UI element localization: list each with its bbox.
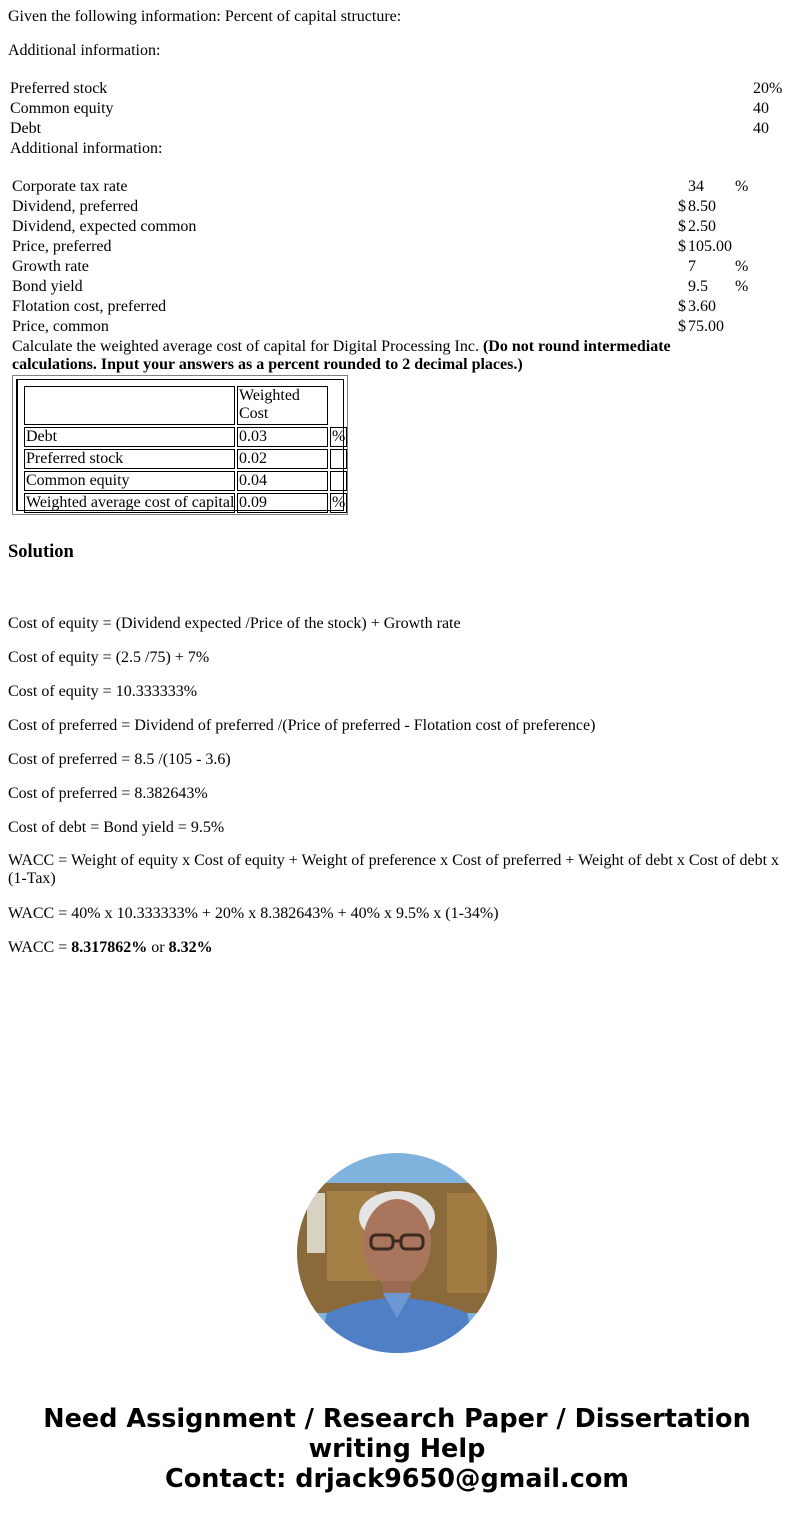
row-label-common: Common equity [24,471,235,491]
cs-value: 20% [753,80,783,97]
cs-label: Preferred stock [10,80,108,97]
solution-line: Cost of equity = 10.333333% [8,683,198,700]
ai-label: Growth rate [12,258,89,275]
cs-label: Common equity [10,100,114,117]
unit-cell: % [332,494,346,511]
banner-line: writing Help [308,1434,486,1464]
input-common-weighted-cost[interactable]: 0.04 [237,471,328,491]
ai-unit: % [735,258,749,275]
answer-table-frame [16,379,344,511]
input-debt-weighted-cost[interactable]: 0.03 [237,427,328,447]
ai-label: Price, common [12,318,109,335]
row-label-wacc: Weighted average cost of capital [26,494,235,511]
ai-currency: $ [678,198,686,215]
header-empty-cell [24,386,235,425]
banner-contact: Contact: drjack9650@gmail.com [165,1464,629,1494]
ai-value: 2.50 [688,218,716,235]
unit-cell [330,471,347,491]
ai-label: Flotation cost, preferred [12,298,167,315]
ai-value: 75.00 [688,318,724,335]
row-label-preferred: Preferred stock [24,449,235,469]
ai-value: 34 [688,178,704,195]
ai-label: Bond yield [12,278,83,295]
final-value-rounded: 8.32% [168,939,213,956]
avatar-illustration [297,1153,497,1353]
ai-currency: $ [678,298,686,315]
cs-label: Debt [10,120,42,137]
solution-line: Cost of equity = (2.5 /75) + 7% [8,649,210,666]
answer-table [12,375,348,515]
cs-value: 40 [753,120,769,137]
additional-heading: Additional information: [10,140,163,157]
final-or: or [147,939,169,956]
ai-label: Corporate tax rate [12,178,128,195]
ai-currency: $ [678,318,686,335]
ai-label: Dividend, preferred [12,198,139,215]
ai-value: 3.60 [688,298,716,315]
promo-banner [0,1404,794,1494]
solution-final-line [8,939,213,957]
ai-value: 9.5 [688,278,708,295]
instruction [12,338,682,374]
unit-cell [330,449,347,469]
solution-line: WACC = 40% x 10.333333% + 20% x 8.382643% + 40% x 9.5% x (1-34%) [8,905,499,922]
input-wacc[interactable]: 0.09 [237,493,328,513]
input-preferred-weighted-cost[interactable]: 0.02 [237,449,328,469]
ai-label: Dividend, expected common [12,218,197,235]
header-weighted-cost: Weighted Cost [237,386,328,425]
solution-line: Cost of preferred = 8.382643% [8,785,208,802]
ai-unit: % [735,278,749,295]
cs-value: 40 [753,100,769,117]
row-label-debt: Debt [24,427,235,447]
solution-line: Cost of preferred = 8.5 /(105 - 3.6) [8,751,231,768]
final-prefix: WACC = [8,939,72,956]
author-avatar [297,1153,497,1353]
intro-line: Given the following information: Percent of capital structure: [8,8,402,25]
ai-currency: $ [678,238,686,255]
ai-currency: $ [678,218,686,235]
solution-line: Cost of debt = Bond yield = 9.5% [8,819,225,836]
final-value-precise: 8.317862% [71,939,148,956]
unit-cell: % [332,428,346,445]
solution-line: Cost of equity = (Dividend expected /Price of the stock) + Growth rate [8,615,461,632]
ai-label: Price, preferred [12,238,112,255]
solution-line-wrapped: WACC = Weight of equity x Cost of equity + Weight of preference x Cost of preferred + Weight of debt x Cost of debt x (1-Tax) [8,852,780,887]
ai-value: 105.00 [688,238,732,255]
ai-unit: % [735,178,749,195]
ai-value: 8.50 [688,198,716,215]
banner-line: Need Assignment / Research Paper / Dissertation [43,1404,751,1434]
instruction-bold: (Do not round intermediate calculations. Input your answers as a percent rounded to 2 decimal places.) [12,338,671,373]
instruction-text: Calculate the weighted average cost of capital for Digital Processing Inc. [12,338,483,355]
ai-value: 7 [688,258,696,275]
intro-additional-heading: Additional information: [8,42,161,59]
solution-heading: Solution [8,542,74,562]
solution-line: Cost of preferred = Dividend of preferred /(Price of preferred - Flotation cost of preference) [8,717,596,734]
